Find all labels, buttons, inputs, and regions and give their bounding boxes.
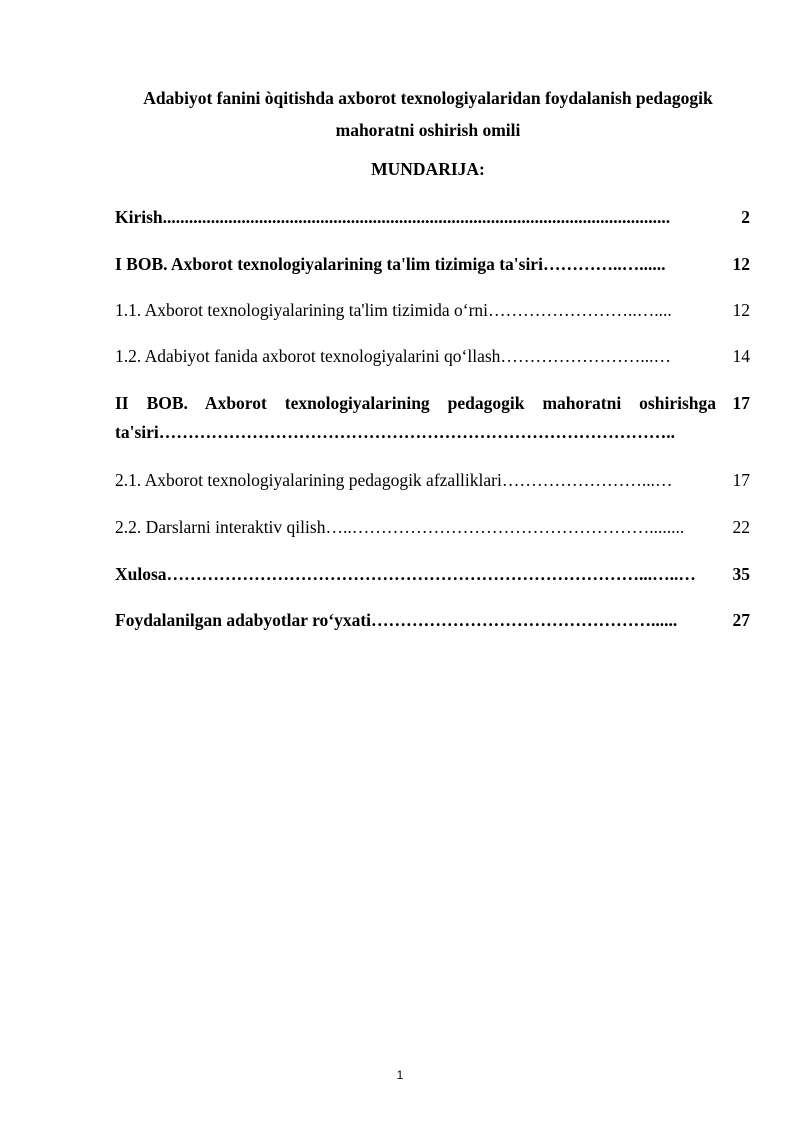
toc-entry-text: Foydalanilgan adabyotlar ro‘yxati…………………………………………...... [115, 610, 678, 630]
toc-entry-page: 12 [732, 300, 750, 320]
toc-entry-chapter-2 [115, 389, 750, 447]
toc-entry-text: Kirish.................................................................................................................... [115, 207, 671, 227]
toc-entry-page: 35 [732, 564, 750, 584]
toc-entry-page: 12 [732, 254, 750, 274]
toc-entry-page: 14 [732, 346, 750, 366]
toc-entry-page: 17 [732, 393, 750, 413]
toc-entry-text: 2.2. Darslarni interaktiv qilish…..……………………………………………........ [115, 517, 685, 537]
toc-entry-page: 2 [741, 207, 750, 227]
toc-entry-page: 27 [732, 610, 750, 630]
toc-entry-text: 1.1. Axborot texnologiyalarining ta'lim tizimida o‘rni……………………..….... [115, 300, 672, 320]
toc-entry-text: 1.2. Adabiyot fanida axborot texnologiyalarini qo‘llash……………………...… [115, 346, 672, 366]
toc-entry-text: Xulosa………………………………………………………………………...…..… [115, 564, 696, 584]
toc-heading: MUNDARIJA: [371, 159, 485, 179]
toc-entry-page: 17 [732, 470, 750, 490]
toc-entry-text: I BOB. Axborot texnologiyalarining ta'lim tizimiga ta'siri…………..…...... [115, 254, 666, 274]
document-title: Adabiyot fanini òqitishda axborot texnologiyalaridan foydalanish pedagogik mahoratni oshirish omili [143, 88, 713, 140]
toc-entry-text: 2.1. Axborot texnologiyalarining pedagogik afzalliklari……………………...… [115, 470, 673, 490]
page-number: 1 [396, 1068, 404, 1082]
toc-entry-page: 22 [732, 517, 750, 537]
toc-entry-text: II BOB. Axborot texnologiyalarining pedagogik mahoratni oshirishga ta'siri…………………………………………………………………………….. [115, 393, 716, 442]
